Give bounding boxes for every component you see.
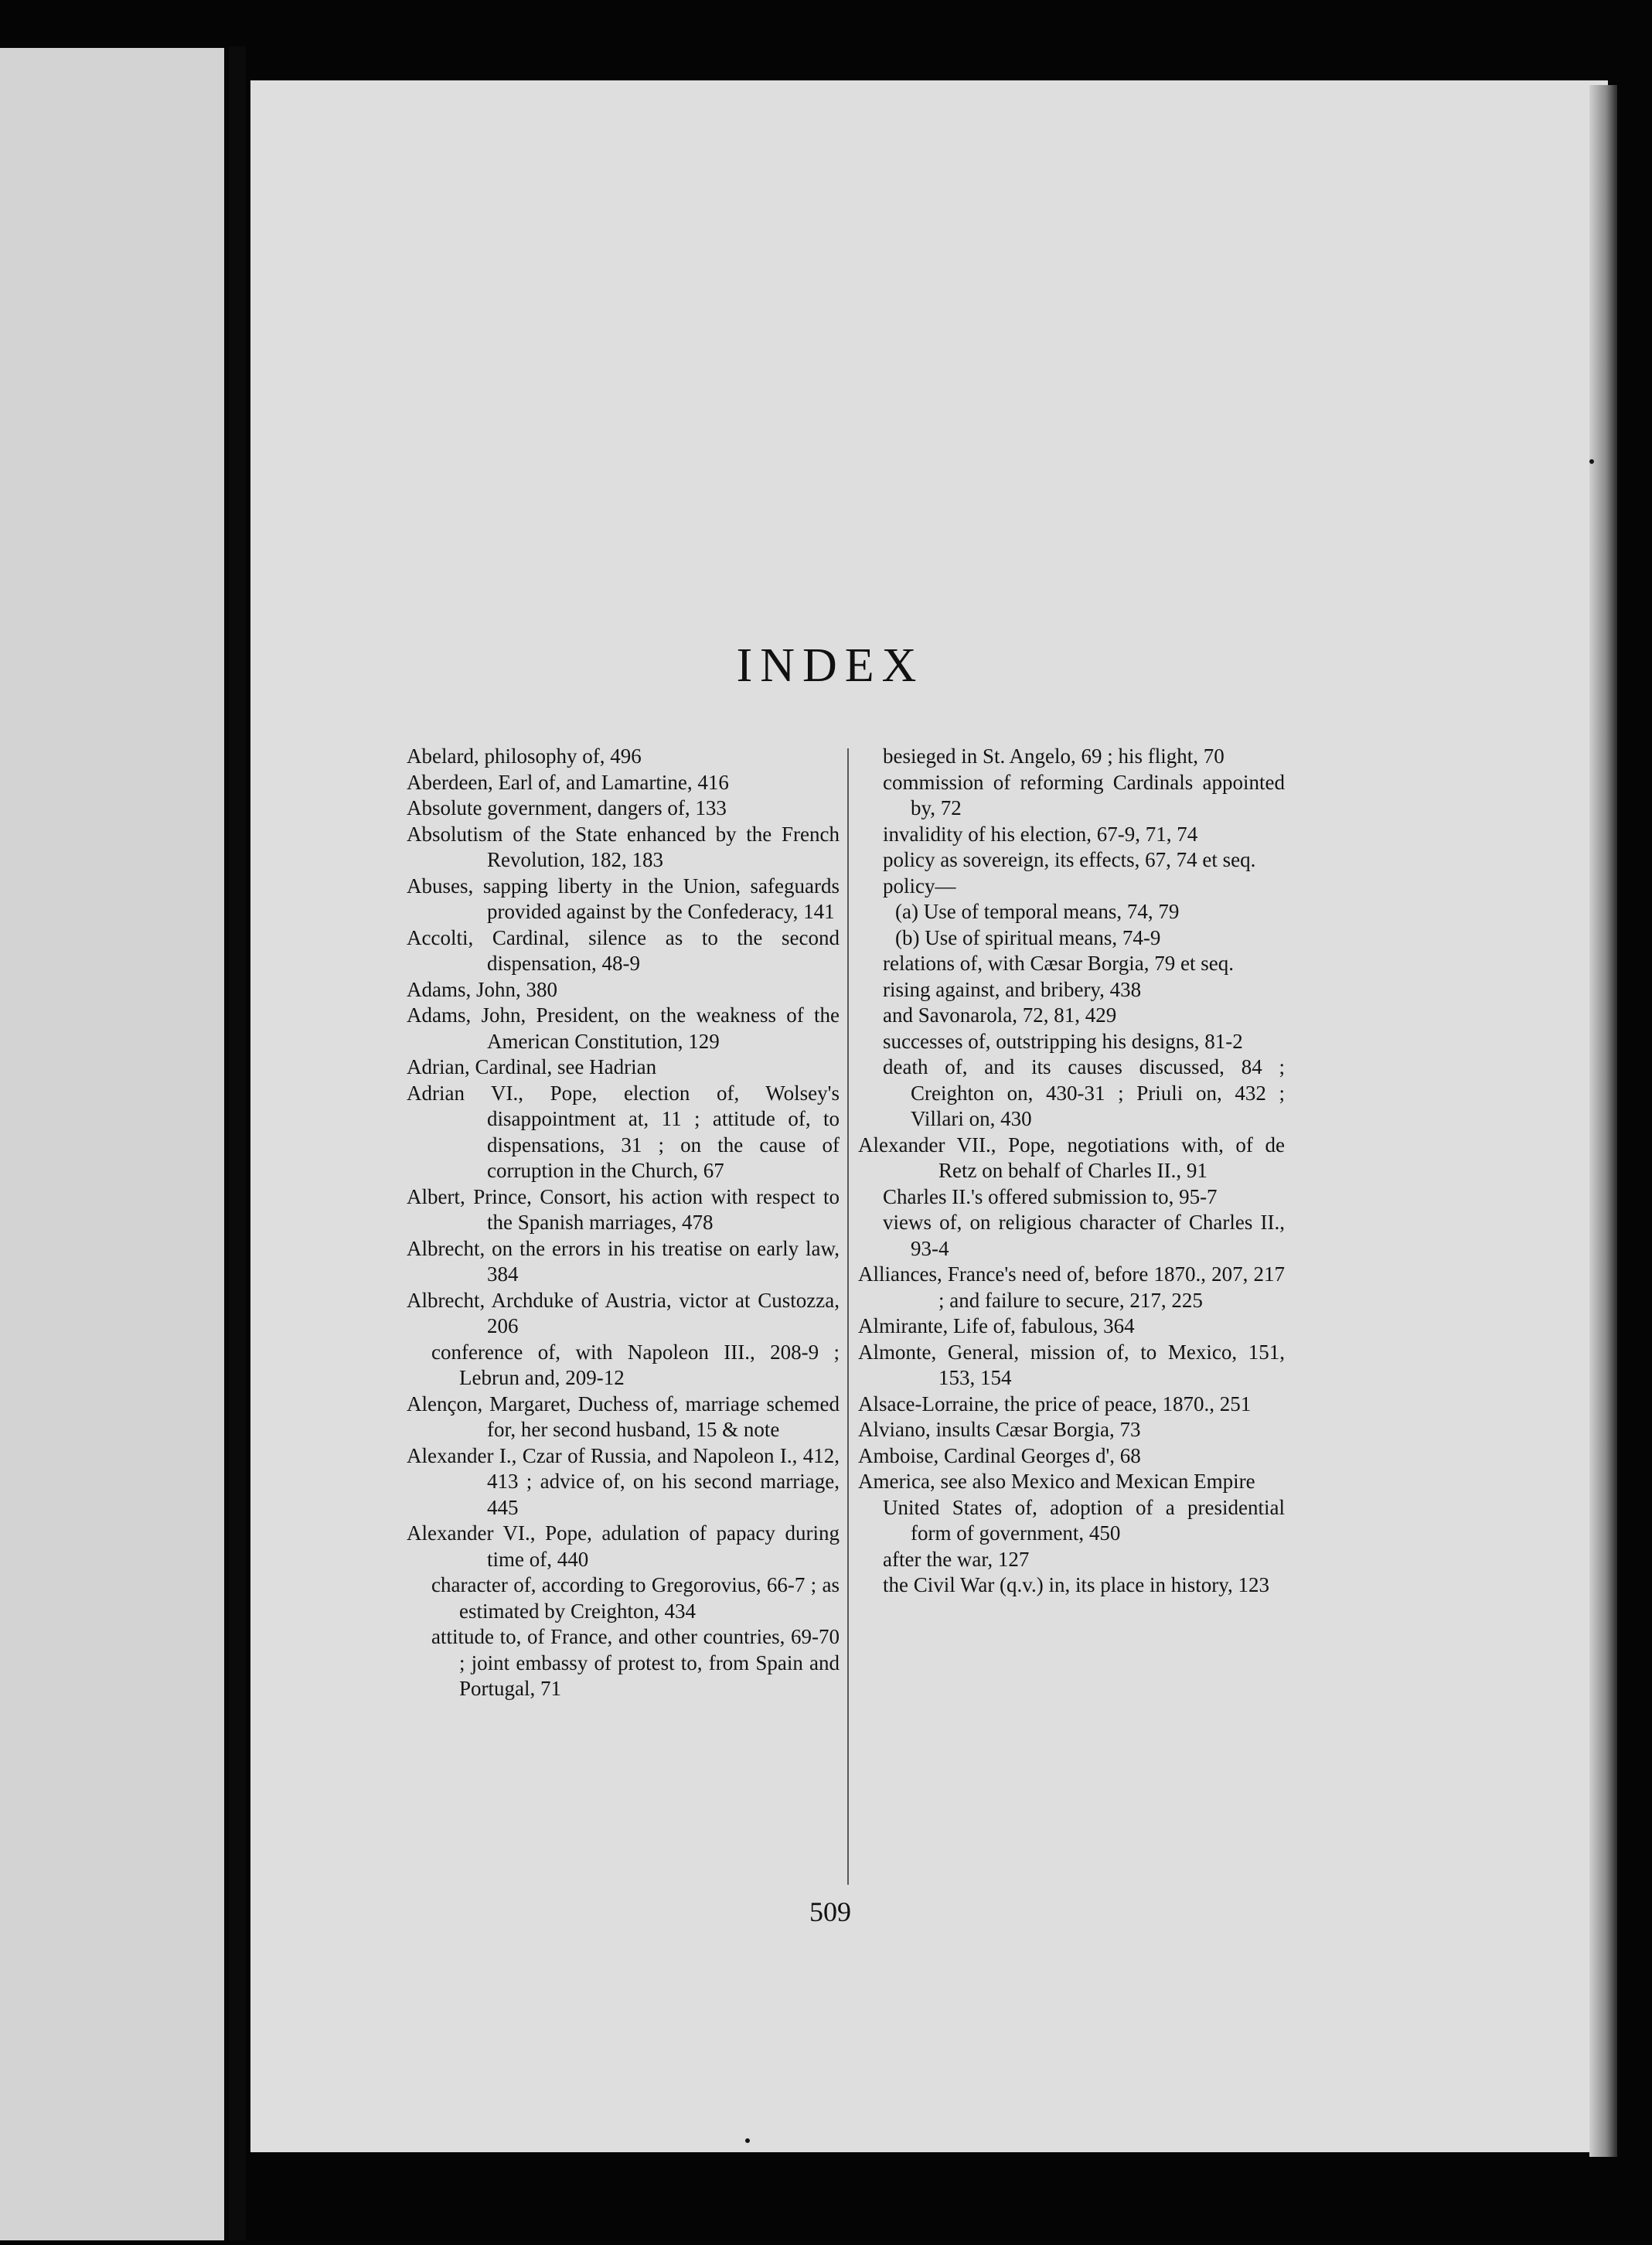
index-subentry: commission of reforming Cardinals appointed by, 72	[883, 770, 1285, 819]
index-column-left	[407, 744, 840, 1702]
book-gutter	[229, 46, 246, 2240]
index-entry: Aberdeen, Earl of, and Lamartine, 416	[407, 770, 729, 794]
index-entry: Amboise, Cardinal Georges d', 68	[858, 1443, 1141, 1467]
index-entry: Albert, Prince, Consort, his action with respect to the Spanish marriages, 478	[407, 1184, 840, 1234]
page-edge-shadow	[1589, 85, 1617, 2157]
index-subentry: and Savonarola, 72, 81, 429	[883, 1003, 1117, 1027]
index-entry: Alexander VI., Pope, adulation of papacy during time of, 440	[407, 1521, 840, 1571]
index-subentry: conference of, with Napoleon III., 208-9 ; Lebrun and, 209-12	[431, 1340, 840, 1389]
index-entry: Accolti, Cardinal, silence as to the second dispensation, 48-9	[407, 925, 840, 975]
index-entry: Alexander I., Czar of Russia, and Napoleon I., 412, 413 ; advice of, on his second marriage, 445	[407, 1443, 840, 1519]
index-subentry: Charles II.'s offered submission to, 95-7	[883, 1184, 1218, 1208]
index-subentry: invalidity of his election, 67-9, 71, 74	[883, 822, 1198, 846]
index-subentry: after the war, 127	[883, 1547, 1030, 1571]
index-subentry: policy—	[883, 874, 956, 898]
scan-speck	[745, 2138, 750, 2143]
index-entry: Abuses, sapping liberty in the Union, safeguards provided against by the Confederacy, 141	[407, 874, 840, 923]
index-entry: Alsace-Lorraine, the price of peace, 1870., 251	[858, 1392, 1252, 1415]
page-number: 509	[809, 1896, 851, 1927]
index-entry: Adrian VI., Pope, election of, Wolsey's disappointment at, 11 ; attitude of, to dispensations, 31 ; on the cause of corruption in the Church, 67	[407, 1081, 840, 1182]
index-subentry: (b) Use of spiritual means, 74-9	[895, 925, 1161, 949]
index-subentry: (a) Use of temporal means, 74, 79	[895, 900, 1180, 923]
index-subentry: the Civil War (q.v.) in, its place in history, 123	[883, 1573, 1270, 1596]
index-entry: Alviano, insults Cæsar Borgia, 73	[858, 1418, 1141, 1441]
index-entry: Alençon, Margaret, Duchess of, marriage schemed for, her second husband, 15 & note	[407, 1392, 840, 1441]
index-subentry: character of, according to Gregorovius, 66-7 ; as estimated by Creighton, 434	[431, 1573, 840, 1623]
index-entry: Almirante, Life of, fabulous, 364	[858, 1314, 1135, 1337]
index-entry: Absolute government, dangers of, 133	[407, 796, 727, 819]
index-subentry: views of, on religious character of Charles II., 93-4	[883, 1211, 1285, 1260]
page-title: INDEX	[736, 639, 925, 692]
index-entry: Adrian, Cardinal, see Hadrian	[407, 1055, 657, 1078]
index-entry: Adams, John, 380	[407, 977, 557, 1001]
index-entry: Abelard, philosophy of, 496	[407, 744, 642, 768]
index-entry: Albrecht, Archduke of Austria, victor at Custozza, 206	[407, 1288, 840, 1337]
index-subentry: death of, and its causes discussed, 84 ; Creighton on, 430-31 ; Priuli on, 432 ; Villari on, 430	[883, 1055, 1285, 1130]
index-subentry: rising against, and bribery, 438	[883, 977, 1142, 1001]
index-subentry: successes of, outstripping his designs, 81-2	[883, 1029, 1243, 1053]
index-subentry: attitude to, of France, and other countries, 69-70 ; joint embassy of protest to, from Spain and Portugal, 71	[431, 1625, 840, 1700]
index-subentry: United States of, adoption of a presidential form of government, 450	[883, 1495, 1285, 1545]
column-divider	[847, 748, 849, 1885]
index-entry: Alliances, France's need of, before 1870., 207, 217 ; and failure to secure, 217, 225	[858, 1262, 1285, 1312]
index-entry: Albrecht, on the errors in his treatise on early law, 384	[407, 1236, 840, 1286]
index-entry: Adams, John, President, on the weakness of the American Constitution, 129	[407, 1003, 840, 1053]
scan-speck	[1589, 459, 1594, 464]
index-column-right	[858, 744, 1285, 1599]
index-entry: Absolutism of the State enhanced by the French Revolution, 182, 183	[407, 822, 840, 871]
index-subentry: besieged in St. Angelo, 69 ; his flight, 70	[883, 744, 1225, 768]
index-subentry: relations of, with Cæsar Borgia, 79 et seq.	[883, 952, 1234, 975]
index-entry: America, see also Mexico and Mexican Empire	[858, 1470, 1255, 1493]
index-entry: Almonte, General, mission of, to Mexico, 151, 153, 154	[858, 1340, 1285, 1389]
left-page-edge	[0, 48, 224, 2240]
index-subentry: policy as sovereign, its effects, 67, 74 et seq.	[883, 848, 1256, 871]
index-entry: Alexander VII., Pope, negotiations with, of de Retz on behalf of Charles II., 91	[858, 1133, 1285, 1182]
